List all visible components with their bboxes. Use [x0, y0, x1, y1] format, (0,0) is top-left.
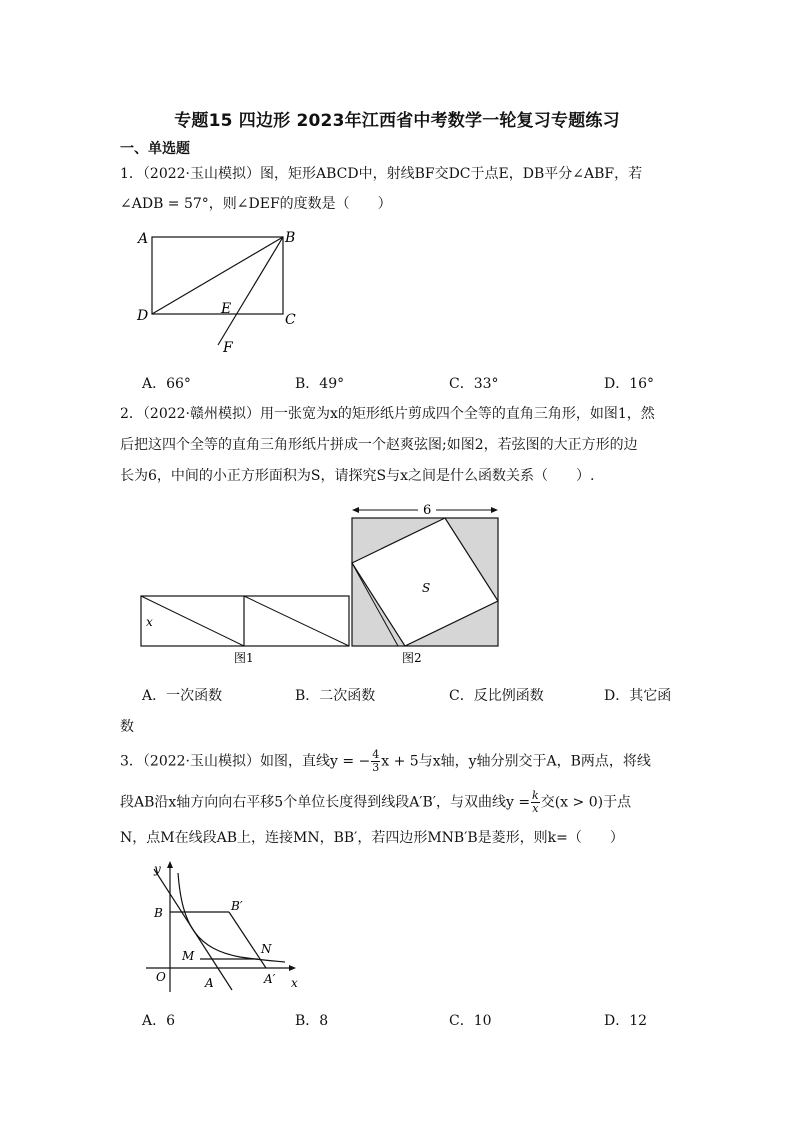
ray-bf: [218, 237, 283, 345]
label-b: B: [285, 230, 296, 246]
label-y: y: [154, 862, 161, 876]
q2-figure: [138, 500, 508, 670]
label-e: E: [221, 301, 232, 317]
q2-text-line2: 后把这四个全等的直角三角形纸片拼成一个赵爽弦图;如图2，若弦图的大正方形的边: [120, 437, 638, 453]
q1-text-line2: ∠ADB = 57°，则∠DEF的度数是（ ）: [120, 196, 392, 212]
label-fig1: 图1: [234, 651, 254, 665]
q2-option-a[interactable]: A．一次函数: [142, 688, 223, 704]
label-a-prime: A′: [264, 972, 276, 986]
label-x: x: [146, 615, 153, 629]
label-f: F: [223, 340, 233, 356]
q1-option-b[interactable]: B．49°: [295, 376, 345, 392]
label-a: A: [205, 976, 214, 990]
q1-figure: [130, 228, 300, 358]
q2-option-d[interactable]: D．其它函: [604, 688, 672, 704]
q3-text-line2: 段AB沿x轴方向向右平移5个单位长度得到线段A′B′，与双曲线y = $\frac{k}{x}$ 交(x > 0)于点: [120, 789, 632, 815]
q3-text-line3: N，点M在线段AB上，连接MN，BB′，若四边形MNB′B是菱形，则k=（ ）: [120, 830, 624, 846]
q3-option-a[interactable]: A．6: [142, 1013, 176, 1029]
label-n: N: [261, 942, 272, 956]
q1-option-a[interactable]: A．66°: [142, 376, 191, 392]
q2-option-c[interactable]: C．反比例函数: [449, 688, 544, 704]
label-six: 6: [423, 503, 432, 518]
q1-text-line1: 1．（2022·玉山模拟）图，矩形ABCD中，射线BF交DC于点E，DB平分∠ABF，若: [120, 166, 643, 182]
q3-figure: [140, 857, 305, 997]
q3-text-line1: 3．（2022·玉山模拟）如图，直线y = − $\frac{4}{3}$ x + 5与x轴，y轴分别交于A，B两点，将线: [120, 748, 651, 774]
label-m: M: [182, 949, 195, 963]
q3-option-d[interactable]: D．12: [604, 1013, 648, 1029]
diagonal-db: [152, 237, 283, 314]
label-b-prime: B′: [231, 899, 243, 913]
q3-option-b[interactable]: B．8: [295, 1013, 329, 1029]
label-s: S: [422, 581, 431, 595]
section-heading: 一、单选题: [120, 141, 190, 157]
label-a: A: [138, 231, 149, 247]
q3-option-c[interactable]: C．10: [449, 1013, 492, 1029]
label-o: O: [156, 970, 166, 984]
q2-option-d-wrap: 数: [120, 719, 134, 735]
label-d: D: [137, 308, 149, 324]
q1-option-c[interactable]: C．33°: [449, 376, 499, 392]
page-title: 专题15 四边形 2023年江西省中考数学一轮复习专题练习: [174, 111, 620, 131]
q2-text-line1: 2．（2022·赣州模拟）用一张宽为x的矩形纸片剪成四个全等的直角三角形，如图1，然: [120, 406, 655, 422]
label-fig2: 图2: [402, 651, 422, 665]
q1-option-d[interactable]: D．16°: [604, 376, 655, 392]
label-c: C: [285, 312, 296, 328]
fig1-strip: [141, 596, 349, 646]
q2-text-line3: 长为6，中间的小正方形面积为S，请探究S与x之间是什么函数关系（ ）.: [120, 468, 595, 484]
label-b: B: [154, 906, 163, 920]
q2-option-b[interactable]: B．二次函数: [295, 688, 376, 704]
label-x: x: [291, 976, 298, 990]
